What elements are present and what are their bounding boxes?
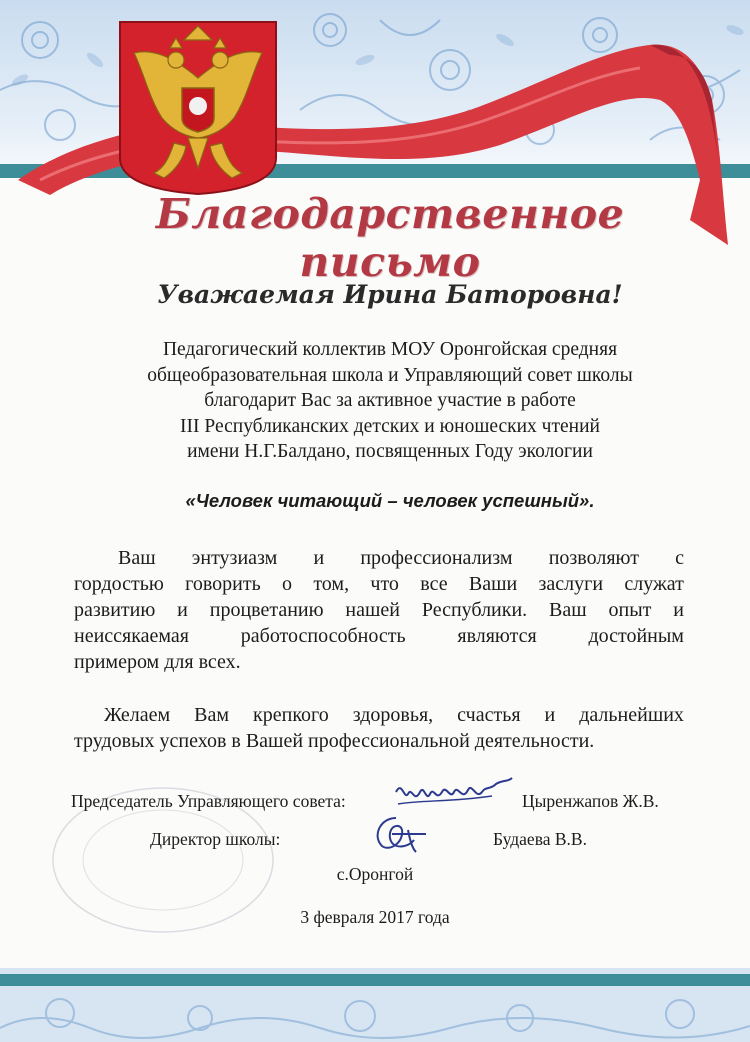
- chair-name: Цыренжапов Ж.В.: [522, 791, 659, 811]
- word: дальнейших: [579, 704, 684, 726]
- word: служат: [624, 573, 684, 595]
- letter-title: Благодарственное письмо: [155, 190, 625, 286]
- director-role-label: Директор школы:: [150, 829, 281, 849]
- paragraph-line: [74, 571, 684, 597]
- word: Ваш: [549, 599, 587, 621]
- word: являются: [457, 625, 537, 647]
- director-signature-icon: [368, 812, 432, 860]
- wishes-paragraph: [74, 702, 684, 754]
- word: здоровья,: [352, 704, 434, 726]
- word: Желаем: [104, 704, 171, 726]
- word: неиссякаемая: [74, 625, 189, 647]
- word: все: [420, 573, 448, 595]
- chair-role-label: Председатель Управляющего совета:: [71, 791, 346, 811]
- word: профессионализм: [360, 547, 513, 569]
- word: работоспособность: [240, 625, 406, 647]
- word: и: [673, 599, 684, 621]
- paragraph-line: [74, 702, 684, 728]
- chair-signature-icon: [392, 770, 517, 816]
- intro-line: III Республиканских детских и юношеских чтений: [180, 415, 600, 437]
- paragraph-line: [74, 545, 684, 571]
- word: энтузиазм: [191, 547, 278, 569]
- paragraph-line: трудовых успехов в Вашей профессиональной деятельности.: [74, 730, 595, 752]
- word: крепкого: [253, 704, 329, 726]
- intro-paragraph: [60, 337, 720, 465]
- paragraph-line: [74, 597, 684, 623]
- word: счастья: [457, 704, 521, 726]
- word: опыт: [608, 599, 652, 621]
- word: заслуги: [538, 573, 604, 595]
- word: Вам: [194, 704, 230, 726]
- word: говорить: [185, 573, 261, 595]
- word: Ваш: [118, 547, 156, 569]
- appreciation-paragraph: [74, 545, 684, 675]
- intro-line: общеобразовательная школа и Управляющий совет школы: [147, 364, 633, 386]
- word: с: [675, 547, 684, 569]
- word: развитию: [74, 599, 156, 621]
- word: и: [544, 704, 556, 726]
- teal-band-bottom: [0, 974, 750, 986]
- word: гордостью: [74, 573, 164, 595]
- word: нашей: [345, 599, 400, 621]
- motto-quote: «Человек читающий – человек успешный».: [185, 490, 595, 511]
- word: позволяют: [548, 547, 639, 569]
- word: и: [313, 547, 325, 569]
- intro-line: Педагогический коллектив МОУ Оронгойская средняя: [162, 339, 618, 360]
- intro-line: имени Н.Г.Балдано, посвященных Году экологии: [187, 441, 593, 462]
- word: Ваши: [468, 573, 518, 595]
- director-name: Будаева В.В.: [493, 829, 587, 849]
- word: о: [282, 573, 292, 595]
- paragraph-line: примером для всех.: [74, 651, 241, 673]
- greeting-heading: Уважаемая Ирина Баторовна!: [157, 280, 623, 309]
- paragraph-line: [74, 623, 684, 649]
- word: достойным: [588, 625, 684, 647]
- word: процветанию: [209, 599, 324, 621]
- word: том,: [313, 573, 350, 595]
- intro-line: благодарит Вас за активное участие в работе: [204, 390, 576, 411]
- place-label: с.Оронгой: [336, 864, 414, 884]
- word: Республики.: [421, 599, 528, 621]
- word: и: [177, 599, 188, 621]
- date-label: 3 февраля 2017 года: [300, 907, 450, 927]
- russian-coat-of-arms-icon: [114, 18, 282, 196]
- word: что: [370, 573, 399, 595]
